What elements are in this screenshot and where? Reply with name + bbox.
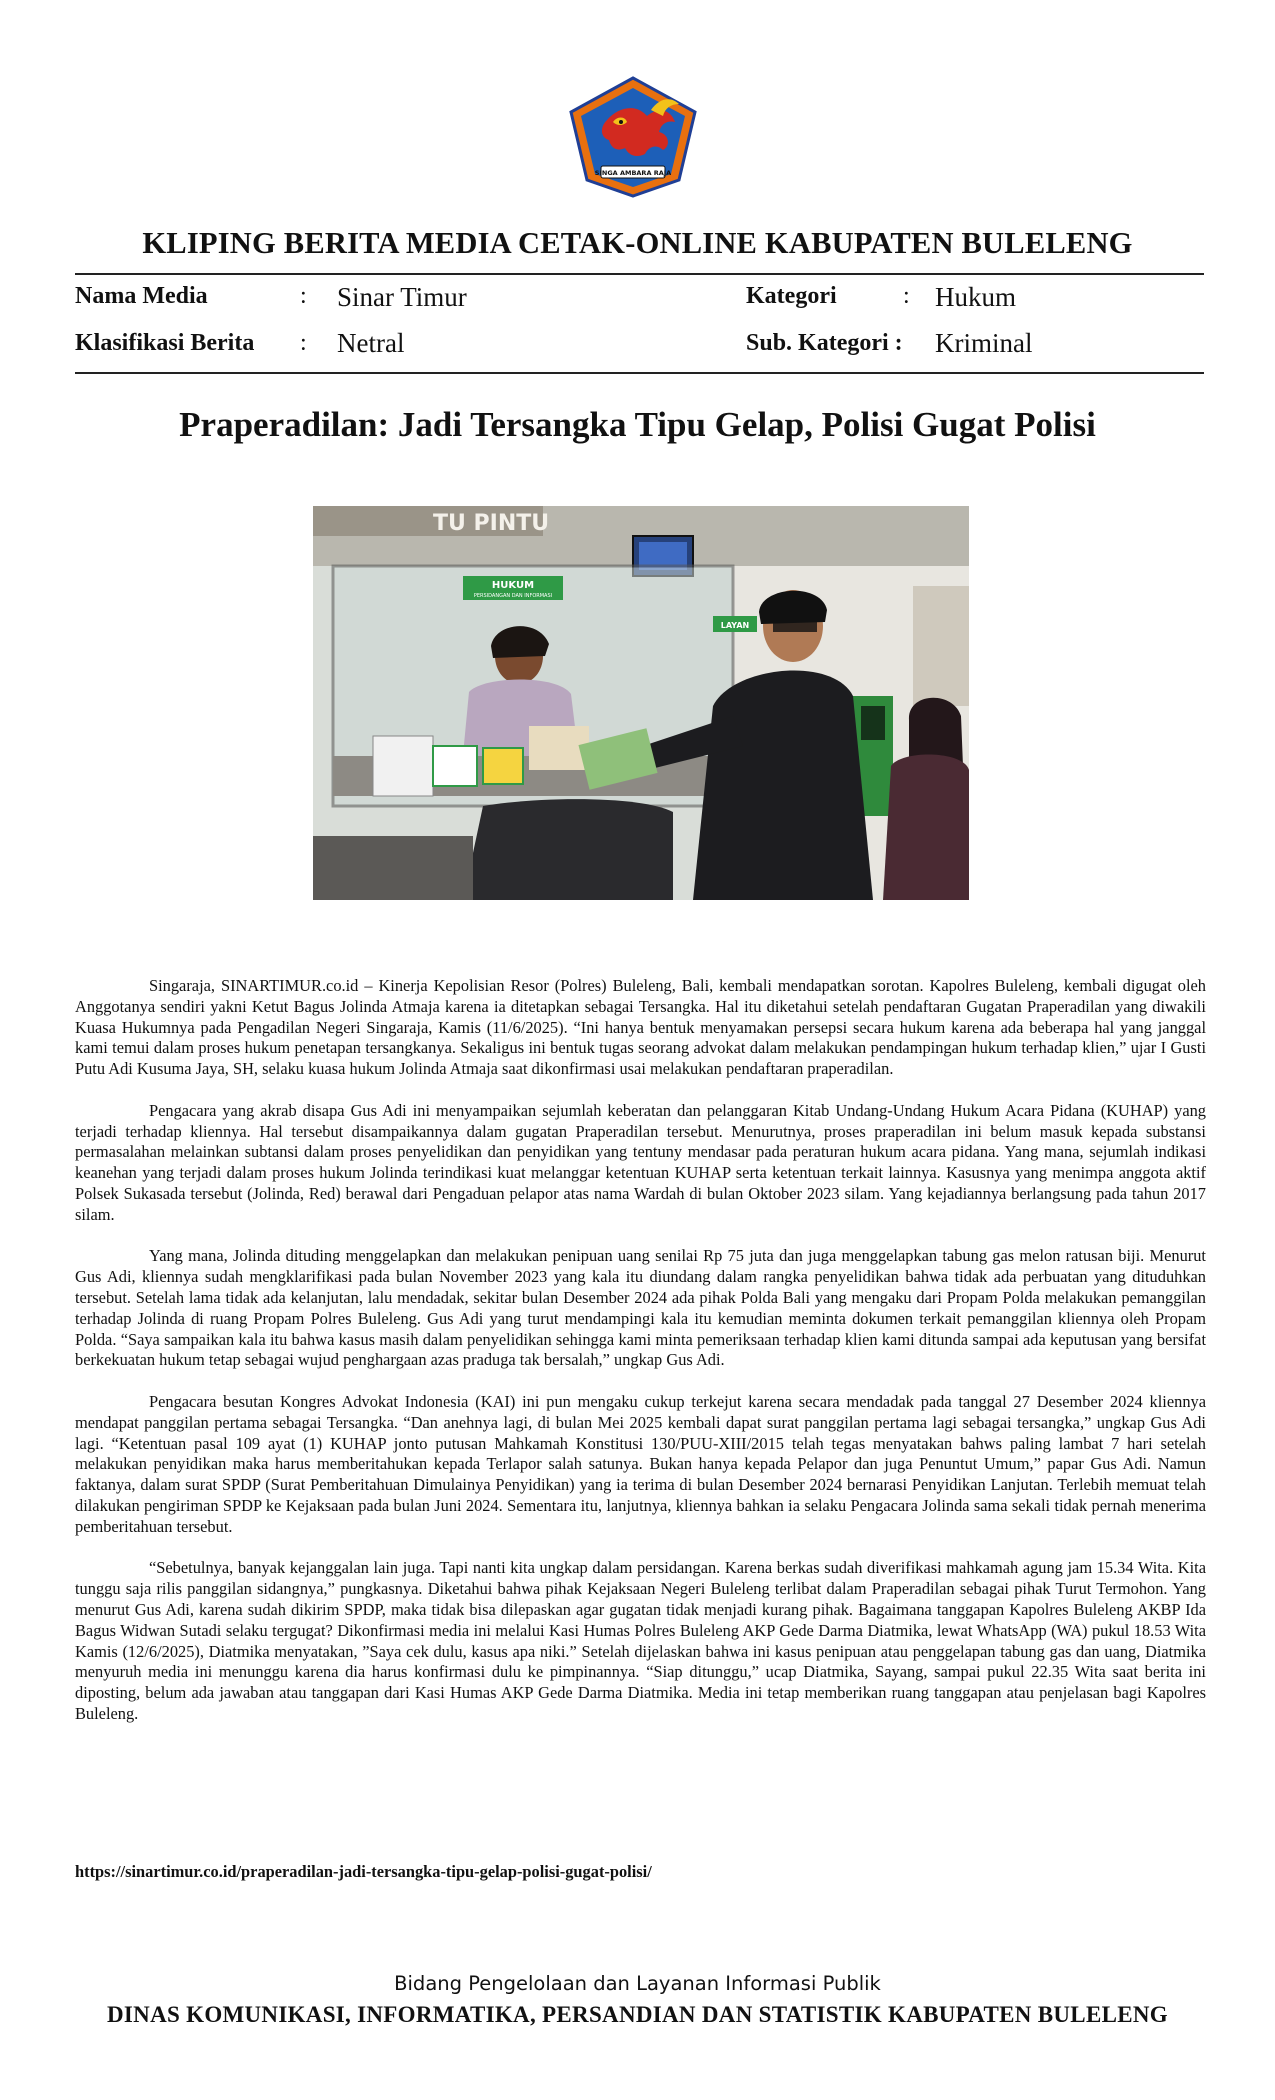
photo-sign-top: TU PINTU — [433, 511, 550, 536]
meta-colon: : — [300, 330, 307, 356]
kategori-value: Hukum — [935, 282, 1016, 312]
footer-department: Bidang Pengelolaan dan Layanan Informasi Publik — [394, 1972, 881, 1995]
photo-sign-hukum-sub: PERSIDANGAN DAN INFORMASI — [473, 593, 553, 599]
klasifikasi-label: Klasifikasi Berita — [75, 330, 255, 356]
article-title: Praperadilan: Jadi Tersangka Tipu Gelap, Polisi Gugat Polisi — [179, 405, 1096, 444]
footer-agency: DINAS KOMUNIKASI, INFORMATIKA, PERSANDIAN DAN STATISTIK KABUPATEN BULELENG — [107, 2002, 1168, 2027]
sub-kategori-value: Kriminal — [935, 328, 1033, 358]
article-paragraph: Yang mana, Jolinda dituding menggelapkan dan melakukan penipuan uang senilai Rp 75 juta dan juga menggelapkan tabung gas melon ratusan biji. Menurut Gus Adi, kliennya sudah mengklarifikasi pada bulan November 2023 yang kala itu diundang dalam rangka penyelidikan bahwa tidak ada perbuatan yang dituduhkan tersebut. Setelah lama tidak ada kelanjutan, lalu mendadak, sekitar bulan Desember 2024 ada pihak Polda Bali yang mengaku dari Propam Polda melakukan pemanggilan terhadap Jolinda di ruang Propam Polres Buleleng. Gus Adi yang turut mendampingi kala itu kemudian meminta dokumen terkait pemanggilan kliennya oleh Propam Polda. “Saya sampaikan kala itu bahwa kasus masih dalam penyelidikan sehingga kami minta pemeriksaan terhadap klien kami ditunda sampai ada keputusan yang bersifat berkekuatan hukum tetap sebagai wujud penghargaan azas praduga tak bersalah,” ungkap Gus Adi. — [75, 1246, 1206, 1370]
meta-colon: : — [300, 283, 307, 309]
clipping-header-title: KLIPING BERITA MEDIA CETAK-ONLINE KABUPATEN BULELENG — [142, 226, 1133, 260]
regency-emblem-icon — [567, 76, 699, 198]
photo-sign-hukum: HUKUM — [491, 580, 535, 591]
article-paragraph: “Sebetulnya, banyak kejanggalan lain juga. Tapi nanti kita ungkap dalam persidangan. Karena berkas sudah diverifikasi mahkamah agung jam 15.34 Wita. Kita tunggu saja rilis panggilan sidangnya,” pungkasnya. Diketahui bahwa pihak Kejaksaan Negeri Buleleng terlibat dalam Praperadilan sebagai pihak Turut Termohon. Yang menurut Gus Adi, karena sudah dikirim SPDP, maka tidak bisa dilepaskan agar gugatan tidak menjadi kurang pihak. Bagaimana tanggapan Kapolres Buleleng AKBP Ida Bagus Widwan Sutadi selaku tergugat? Dikonfirmasi media ini melalui Kasi Humas Polres Buleleng AKP Gede Darma Diatmika, lewat WhatsApp (WA) pukul 18.53 Wita Kamis (12/6/2025), Diatmika menyatakan, ”Saya cek dulu, kasus apa niki.” Setelah dijelaskan bahwa ini kasus penipuan atau penggelapan tabung gas dan uang, Diatmika menyuruh media ini menunggu karena dia harus konfirmasi dulu ke pimpinannya. “Siap ditunggu,” ucap Diatmika, Sayang, sampai pukul 22.35 Wita saat berita ini diposting, belum ada jawaban atau tanggapan dari Kasi Humas AKP Gede Darma Diatmika. Media ini tetap memberikan ruang tanggapan atau penjelasan bagi Kapolres Buleleng. — [75, 1558, 1206, 1723]
meta-colon: : — [903, 283, 910, 309]
photo-sign-layanan: LAYAN — [720, 621, 750, 630]
article-paragraph: Singaraja, SINARTIMUR.co.id – Kinerja Kepolisian Resor (Polres) Buleleng, Bali, kembali mendapatkan sorotan. Kapolres Buleleng, kembali digugat oleh Anggotanya sendiri yakni Ketut Bagus Jolinda Atmaja karena ia ditetapkan sebagai Tersangka. Hal itu diketahui setelah pendaftaran Gugatan Praperadilan yang diwakili Kuasa Hukumnya pada Pengadilan Negeri Singaraja, Kamis (11/6/2025). “Ini hanya bentuk menyamakan persepsi secara hukum karena ada beberapa hal yang janggal kami temui dalam proses hukum penetapan tersangkanya. Sekaligus ini bentuk tugas seorang advokat dalam melakukan pendampingan hukum terhadap klien,” ujar I Gusti Putu Adi Kusuma Jaya, SH, selaku kuasa hukum Jolinda Atmaja saat dikonfirmasi usai melakukan pendaftaran praperadilan. — [75, 976, 1206, 1079]
klasifikasi-value: Netral — [337, 328, 405, 358]
sub-kategori-label: Sub. Kategori : — [746, 330, 903, 356]
article-paragraph: Pengacara besutan Kongres Advokat Indonesia (KAI) ini pun mengaku cukup terkejut karena secara mendadak pada tanggal 27 Desember 2024 kliennya mendapat panggilan pertama sebagai Tersangka. “Dan anehnya lagi, di bulan Mei 2025 kembali dapat surat panggilan pertama lagi sebagai tersangka,” ungkap Gus Adi lagi. “Ketentuan pasal 109 ayat (1) KUHAP jonto putusan Mahkamah Konstitusi 130/PUU-XIII/2015 telah tegas menyatakan bahws paling lambat 7 hari setelah melakukan penyidikan maka harus memberitahukan kepada Terlapor salah satunya. Bukan hanya kepada Pelapor dan juga Penuntut Umum,” papar Gus Adi. Namun faktanya, dalam surat SPDP (Surat Pemberitahuan Dimulainya Penyidikan) yang ia terima di bulan Desember 2024 bernarasi Penyidikan Lanjutan. Terlebih memuat telah dilakukan pengiriman SPDP ke Kejaksaan pada bulan Juni 2024. Sementara itu, lanjutnya, kliennya bahkan ia selaku Pengacara Jolinda sama sekali tidak pernah menerima pemberitahuan tersebut. — [75, 1391, 1206, 1536]
emblem-caption: SINGA AMBARA RAJA — [594, 169, 672, 177]
kategori-label: Kategori — [746, 283, 837, 309]
nama-media-value: Sinar Timur — [337, 282, 467, 312]
article-body — [75, 976, 1206, 1745]
news-photo — [313, 506, 969, 900]
header-bottom-rule — [75, 372, 1204, 374]
article-paragraph: Pengacara yang akrab disapa Gus Adi ini menyampaikan sejumlah keberatan dan pelanggaran Kitab Undang-Undang Hukum Acara Pidana (KUHAP) yang terjadi terhadap kliennya. Hal tersebut disampaikannya dalam gugatan Praperadilan tersebut. Menurutnya, proses praperadilan ini belum masuk kepada substansi permasalahan melainkan subtansi dalam proses penyelidikan dan penyidikan yang tentuny mendasar pada peraturan hukum acara pidana. Yang mana, sejumlah indikasi keanehan yang terjadi dalam proses hukum Jolinda terindikasi kuat melanggar ketentuan KUHAP serta ketentuan terkait lainnya. Kasusnya yang menimpa anggota aktif Polsek Sukasada tersebut (Jolinda, Red) berawal dari Pengaduan pelapor atas nama Wardah di bulan Oktober 2023 silam. Yang kejadiannya berlangsung pada tahun 2017 silam. — [75, 1100, 1206, 1224]
source-url-link[interactable]: https://sinartimur.co.id/praperadilan-jadi-tersangka-tipu-gelap-polisi-gugat-polisi/ — [75, 1862, 652, 1881]
header-top-rule — [75, 273, 1204, 275]
nama-media-label: Nama Media — [75, 283, 208, 309]
